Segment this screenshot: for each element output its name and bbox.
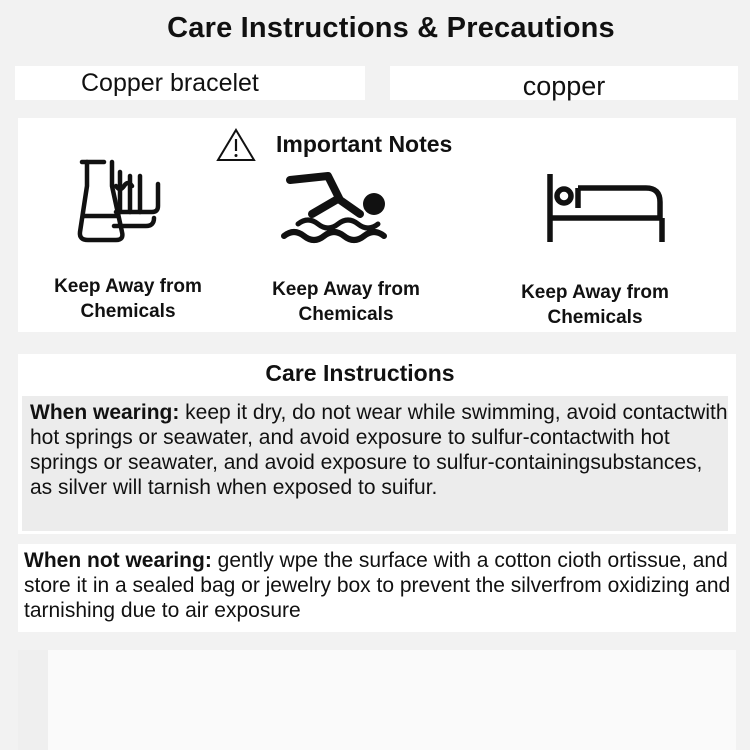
bottom-panel (48, 650, 736, 750)
note-label-swimming: Keep Away from Chemicals (272, 279, 420, 325)
note-label-chemicals: Keep Away from Chemicals (54, 276, 202, 322)
wearing-heading: When wearing: (30, 401, 180, 424)
not-wearing-panel (18, 544, 736, 632)
warning-icon (216, 128, 256, 162)
left-strip (18, 650, 48, 750)
notes-title: Important Notes (276, 131, 453, 157)
wearing-text: keep it dry, do not wear while swimming, avoid contactwith hot springs or seawater, and avoid exposure to sulfur-contactwith hot springs or seawater, and avoid exposure to sulfur-containingsubstances, as silver will tarnish when exposed to suifur. (30, 401, 728, 499)
bed-icon (542, 170, 668, 246)
important-notes-panel (18, 118, 736, 332)
notes-header (18, 124, 736, 158)
wearing-instructions (30, 400, 730, 500)
chemical-flask-icon (76, 156, 166, 246)
not-wearing-text: gently wpe the surface with a cotton cioth ortissue, and store it in a sealed bag or jewelry box to prevent the silverfrom oxidizing and tarnishing due to air exposure (24, 549, 731, 622)
wearing-instructions-box (22, 396, 728, 531)
not-wearing-heading: When not wearing: (24, 549, 212, 572)
care-title: Care Instructions (265, 360, 455, 386)
swimming-icon (280, 170, 392, 250)
page-title: Care Instructions & Precautions (167, 12, 615, 44)
not-wearing-instructions (24, 548, 736, 623)
note-label-sleeping: Keep Away from Chemicals (521, 282, 669, 328)
product-name: Copper bracelet (15, 66, 365, 100)
care-instructions-panel (18, 354, 736, 534)
product-material: copper (390, 66, 738, 100)
